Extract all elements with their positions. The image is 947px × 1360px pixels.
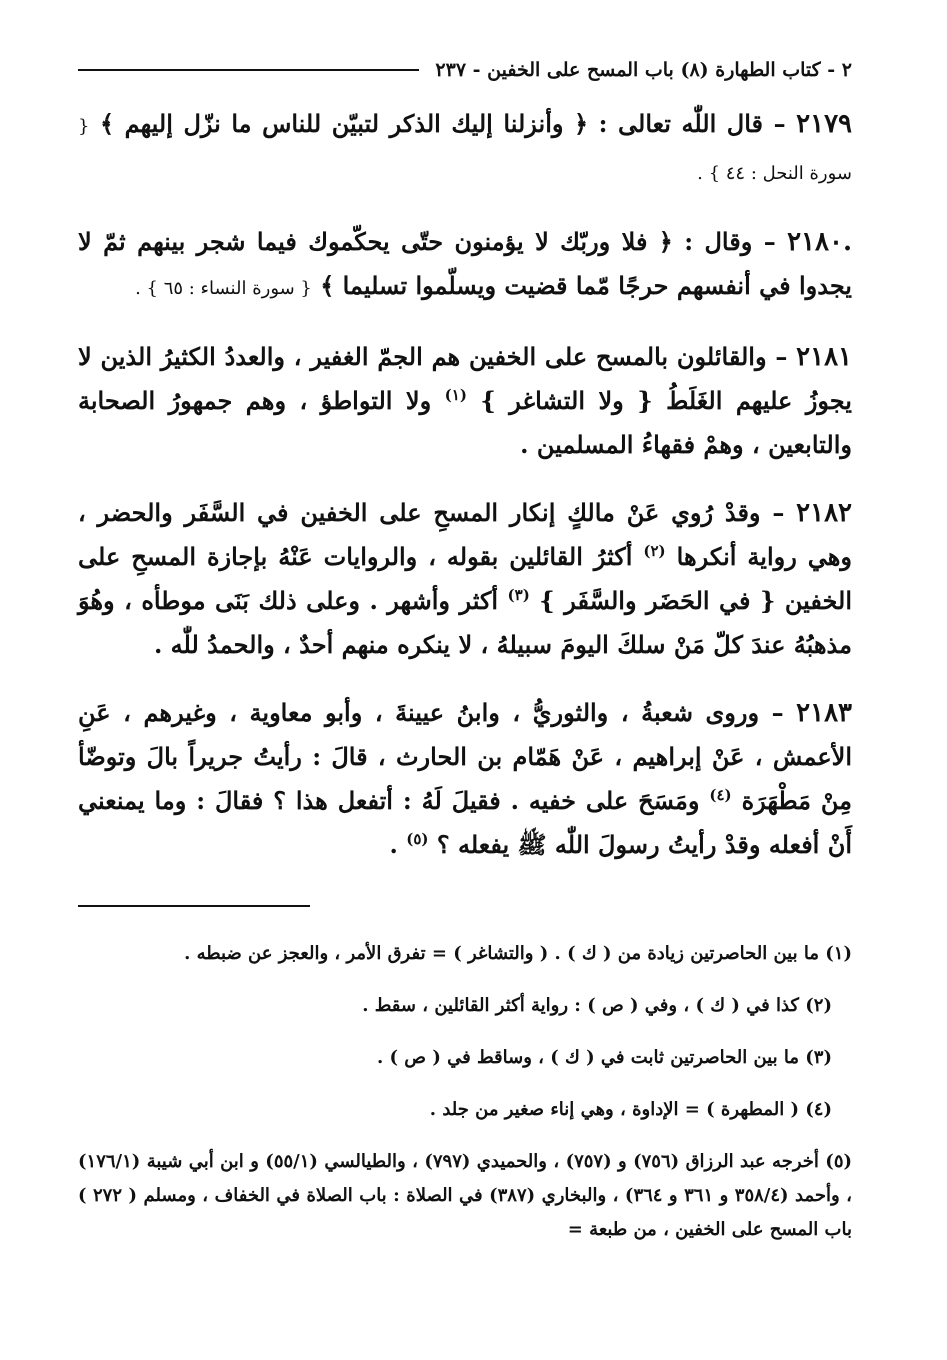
running-header (78, 52, 852, 88)
footnote-marker[interactable]: (٤) (709, 786, 732, 804)
entry-number: ٢١٨٣ (796, 698, 853, 728)
entry-text: – وقال : ﴿ فلا وربّك لا يؤمنون حتّى يحكّموك فيما شجر بينهم ثمّ لا يجدوا في أنفسهم حرجًا مّما قضيت ويسلّموا تسليما ﴾ (78, 227, 852, 300)
entry-number: .٢١٨٠ (787, 227, 853, 257)
entry-text: – وقدْ رُوي عَنْ مالكٍ إنكار المسحِ على الخفين في السَّفَر والحضر ، وهي رواية أنكرها (78, 498, 853, 571)
entry-2182 (78, 491, 852, 667)
entry-2179 (78, 102, 852, 196)
entry-text: أكثر وأشهر . وعلى ذلك بَنَى موطأه ، وهُوَ مذهبُهُ عندَ كلّ مَنْ سلكَ اليومَ سبيلهُ ، لا ينكره منهم أحدٌ ، والحمدُ للّٰه . (78, 586, 852, 659)
footnote-marker[interactable]: (٢) (643, 542, 666, 560)
book-page (78, 52, 852, 1292)
quran-reference: { سورة النحل : ٤٤ } . (78, 116, 852, 184)
entry-text: أكثرُ القائلين بقوله ، والروايات عَنْهُ بإجازة المسحِ على الخفين { في الحَضَر والسَّفَر } (78, 542, 853, 615)
footnote-5: (٥) أخرجه عبد الرزاق (٧٥٦) و (٧٥٧) ، والحميدي (٧٩٧) ، والطيالسي (٥٥/١) و ابن أبي شيبة (١٧٦/١) ، وأحمد (٣٥٨/٤ و ٣٦١ و ٣٦٤) ، والبخاري (٣٨٧) في الصلاة : باب الصلاة في الخفاف ، ومسلم ( ٢٧٢ ) باب المسح على الخفين ، من طبعة = (78, 1151, 853, 1240)
entry-2181 (78, 335, 852, 467)
entry-text: ولا التواطؤ ، وهم جمهورُ الصحابة والتابعين ، وهمْ فقهاءُ المسلمين . (78, 386, 852, 459)
entry-text: – وروى شعبةُ ، والثوريُّ ، وابنُ عيينةَ ، وأبو معاوية ، وغيرهم ، عَنِ الأعمش ، عَنْ إبراهيم ، عَنْ هَمّام بن الحارث ، قالَ : رأيتُ جريراً بالَ وتوضّأ مِنْ مَطْهَرَة (78, 698, 853, 815)
footnotes (78, 937, 852, 1247)
footnote-separator (78, 905, 310, 907)
footnote-marker[interactable]: (٥) (406, 830, 429, 848)
footnote-1: (١) ما بين الحاصرتين زيادة من ( ك ) . ( والتشاغر ) = تفرق الأمر ، والعجز عن ضبطه . (184, 943, 852, 964)
entry-2180 (78, 220, 852, 311)
entry-2183 (78, 691, 852, 867)
quran-reference: { سورة النساء : ٦٥ } . (135, 278, 312, 299)
footnote-marker[interactable]: (١) (444, 386, 467, 404)
entry-number: ٢١٧٩ (796, 109, 853, 139)
footnote-3: (٣) ما بين الحاصرتين ثابت في ( ك ) ، وساقط في ( ص ) . (376, 1047, 832, 1068)
footnote-2: (٢) كذا في ( ك ) ، وفي ( ص ) : رواية أكثر القائلين ، سقط . (362, 995, 832, 1016)
entry-text: ومَسَحَ على خفيه . فقيلَ لَهُ : أتفعل هذا ؟ فقالَ : وما يمنعني أَنْ أفعله وقدْ رأيتُ رسولَ اللّٰه ﷺ يفعله ؟ (78, 786, 852, 859)
header-title: ٢ - كتاب الطهارة (٨) باب المسح على الخفين - ٢٣٧ (435, 59, 852, 81)
entry-text: . (389, 830, 398, 859)
footnote-marker[interactable]: (٣) (507, 586, 530, 604)
footnote-4: (٤) ( المطهرة ) = الإداوة ، وهي إناء صغير من جلد . (429, 1099, 832, 1120)
entry-text: – قال اللّٰه تعالى : ﴿ وأنزلنا إليك الذكر لتبيّن للناس ما نزّل إليهم ﴾ (100, 109, 786, 138)
entry-number: ٢١٨٢ (796, 498, 852, 528)
entry-text: – والقائلون بالمسح على الخفين هم الجمّ الغفير ، والعددُ الكثيرُ الذين لا يجوزُ عليهم الغَلَطُ { ولا التشاغر } (78, 342, 852, 415)
entry-number: ٢١٨١ (796, 342, 853, 372)
header-rule (78, 69, 419, 71)
